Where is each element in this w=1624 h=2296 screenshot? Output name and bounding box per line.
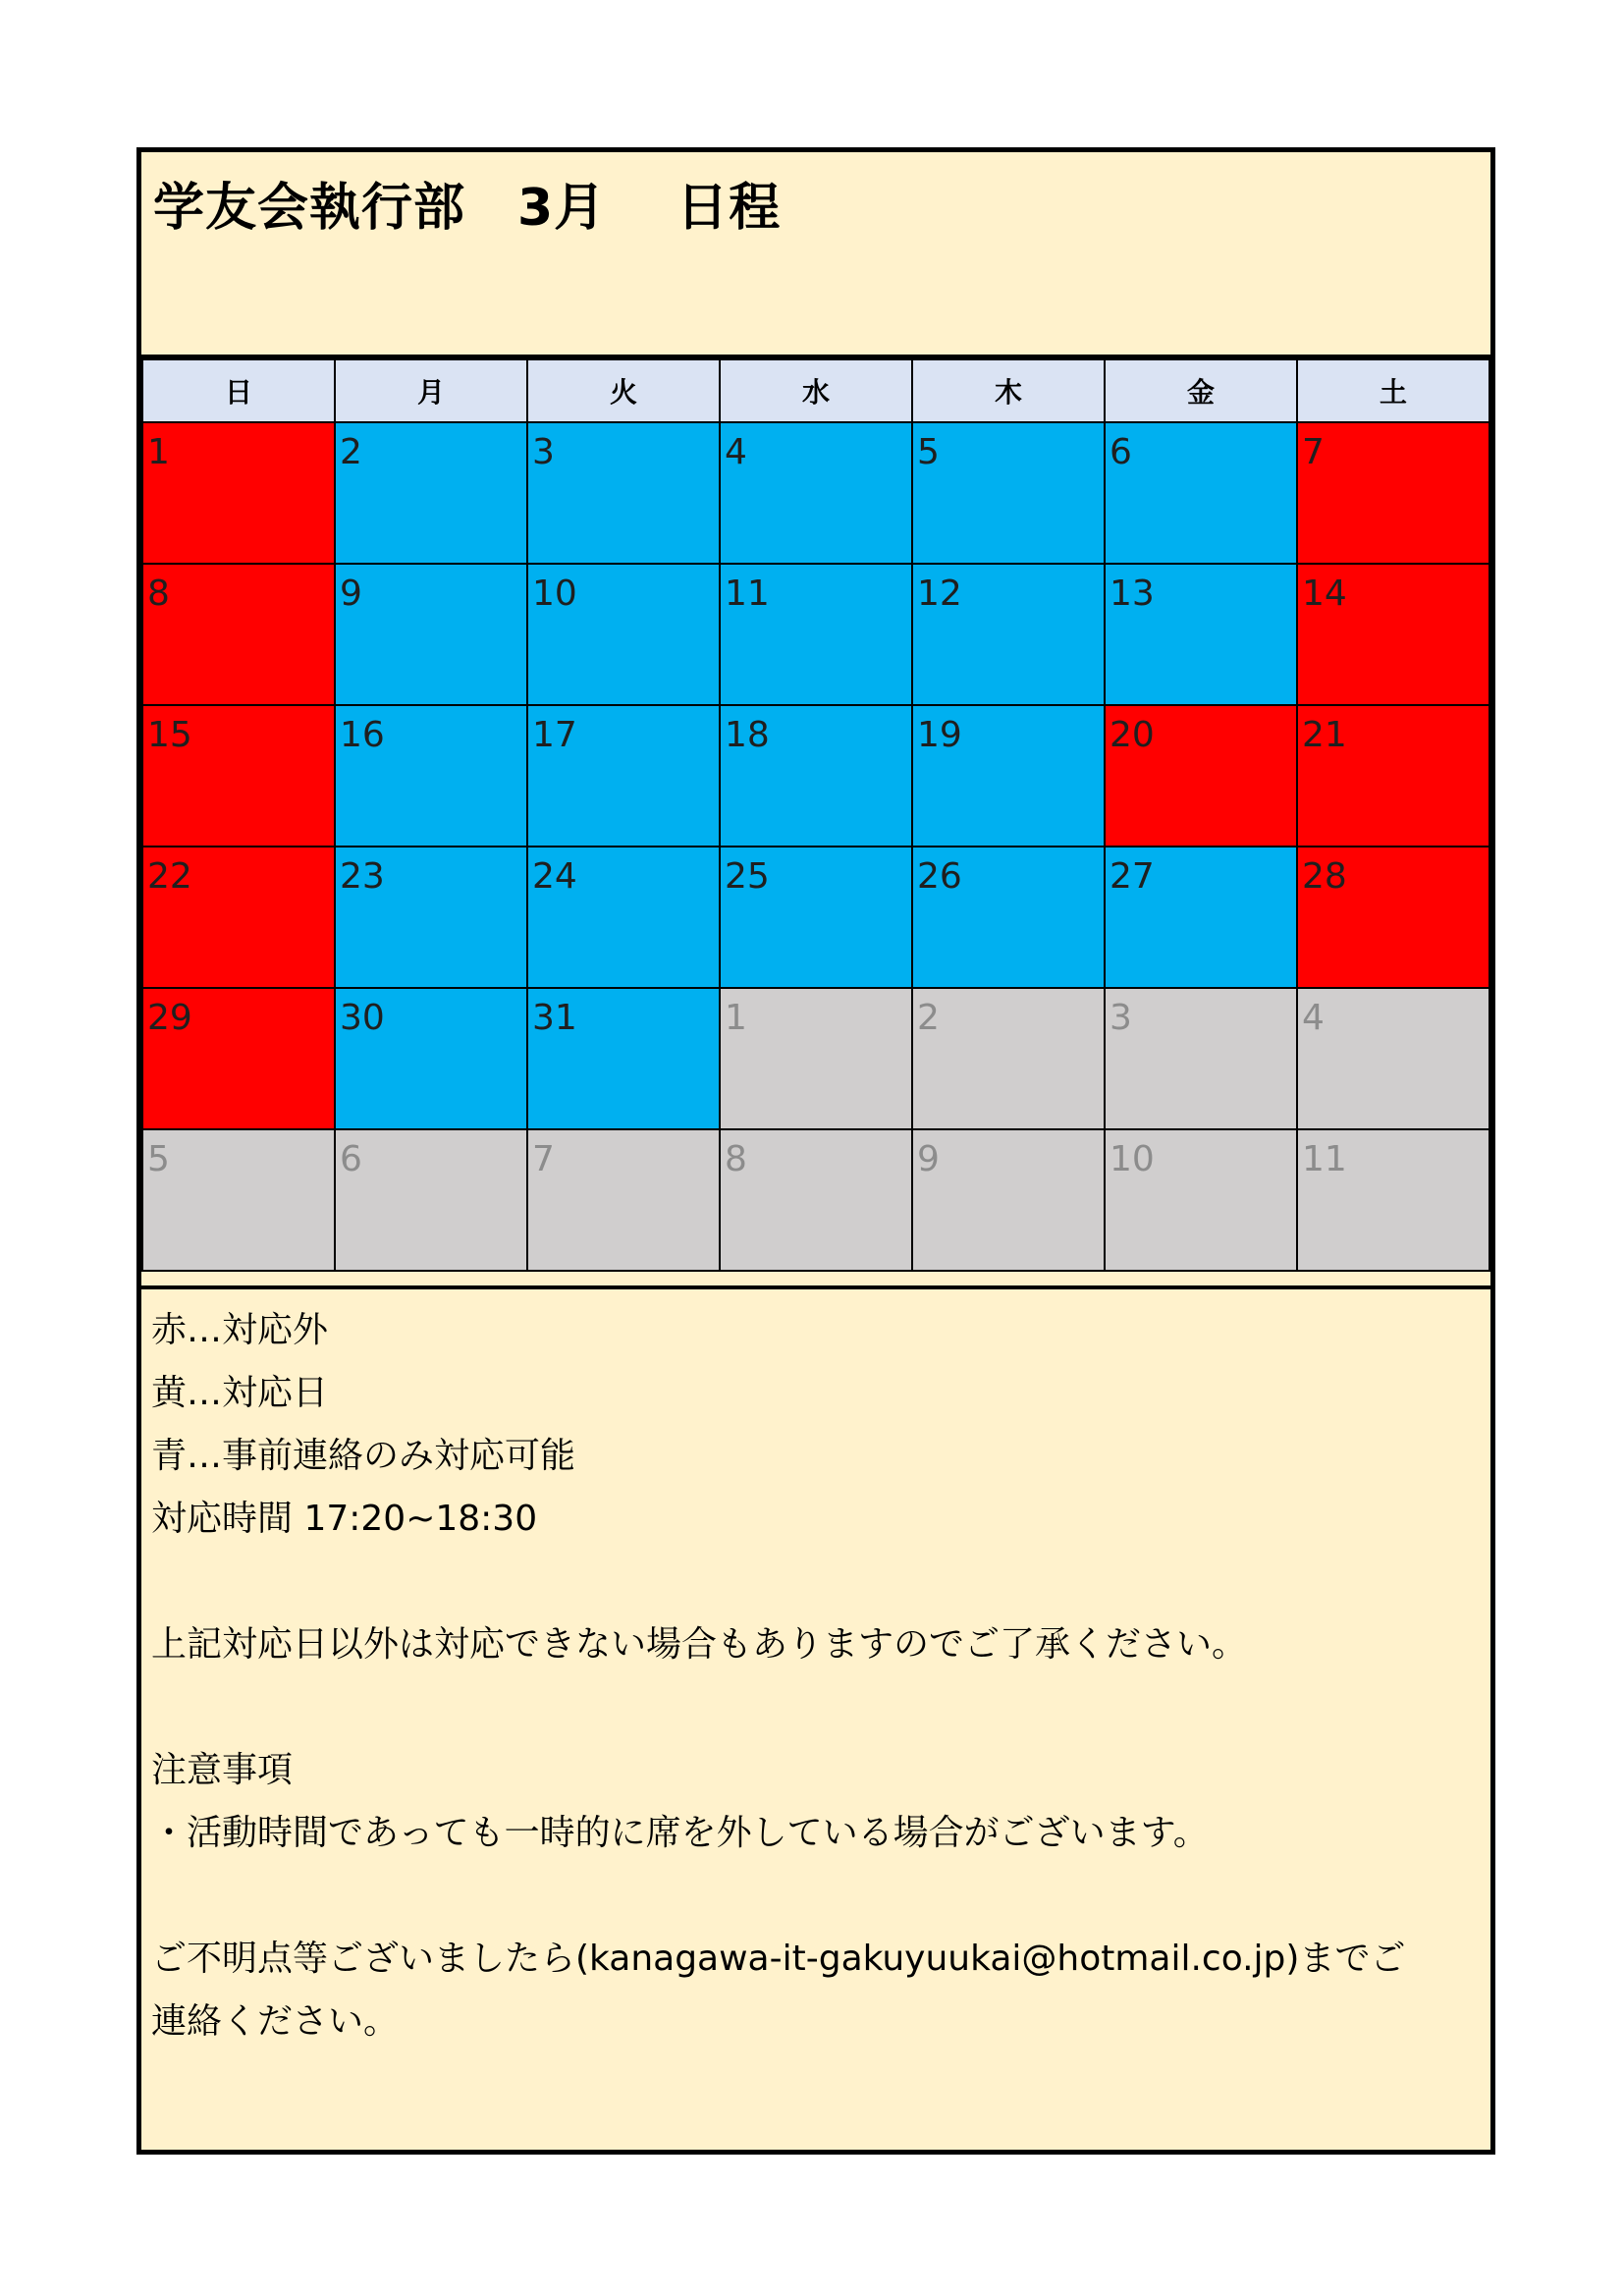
calendar-day-cell (1297, 988, 1489, 1129)
day-number: 3 (532, 432, 555, 472)
day-number: 9 (917, 1139, 940, 1179)
notes-section (141, 1285, 1490, 2150)
calendar-day-cell (1297, 705, 1489, 847)
calendar-week-row (142, 847, 1489, 988)
weekday-header-tue: 火 (527, 359, 720, 422)
day-number: 1 (147, 432, 170, 472)
day-number: 3 (1110, 998, 1132, 1038)
calendar-day-cell (720, 847, 912, 988)
calendar-day-cell (720, 564, 912, 705)
day-number: 18 (725, 715, 770, 755)
day-number: 29 (147, 998, 192, 1038)
day-number: 10 (532, 574, 577, 614)
calendar-table (141, 358, 1490, 1272)
day-number: 1 (725, 998, 747, 1038)
weekday-header-row (142, 359, 1489, 422)
calendar-day-cell (720, 705, 912, 847)
day-number: 25 (725, 856, 770, 897)
calendar-day-cell (1297, 564, 1489, 705)
day-number: 24 (532, 856, 577, 897)
day-number: 10 (1110, 1139, 1155, 1179)
calendar-day-cell (1105, 564, 1297, 705)
calendar-day-cell (142, 564, 335, 705)
calendar-day-cell (527, 988, 720, 1129)
calendar-day-cell (1297, 847, 1489, 988)
calendar-day-cell (912, 422, 1105, 564)
calendar-day-cell (912, 705, 1105, 847)
day-number: 11 (1302, 1139, 1347, 1179)
calendar-day-cell (1105, 1129, 1297, 1271)
day-number: 5 (917, 432, 940, 472)
legend-yellow: 黄…対応日 (151, 1373, 329, 1413)
calendar-day-cell (1105, 988, 1297, 1129)
calendar-day-cell (720, 1129, 912, 1271)
calendar (141, 358, 1490, 1285)
calendar-day-cell (335, 847, 527, 988)
day-number: 20 (1110, 715, 1155, 755)
day-number: 6 (340, 1139, 362, 1179)
day-number: 7 (532, 1139, 555, 1179)
calendar-day-cell (527, 847, 720, 988)
calendar-day-cell (527, 422, 720, 564)
day-number: 21 (1302, 715, 1347, 755)
day-number: 8 (147, 574, 170, 614)
calendar-day-cell (720, 422, 912, 564)
day-number: 13 (1110, 574, 1155, 614)
disclaimer: 上記対応日以外は対応できない場合もありますのでご了承ください。 (151, 1624, 1248, 1665)
calendar-week-row (142, 422, 1489, 564)
calendar-day-cell (1105, 705, 1297, 847)
calendar-day-cell (912, 847, 1105, 988)
calendar-day-cell (1105, 847, 1297, 988)
calendar-day-cell (142, 422, 335, 564)
calendar-day-cell (335, 422, 527, 564)
weekday-header-mon: 月 (335, 359, 527, 422)
calendar-day-cell (1297, 422, 1489, 564)
calendar-week-row (142, 564, 1489, 705)
day-number: 2 (340, 432, 362, 472)
legend-blue: 青…事前連絡のみ対応可能 (151, 1436, 576, 1476)
day-number: 7 (1302, 432, 1325, 472)
weekday-header-sat: 土 (1297, 359, 1489, 422)
calendar-day-cell (335, 564, 527, 705)
weekday-header-thu: 木 (912, 359, 1105, 422)
calendar-day-cell (720, 988, 912, 1129)
calendar-day-cell (335, 988, 527, 1129)
caution-heading: 注意事項 (151, 1750, 294, 1790)
day-number: 16 (340, 715, 385, 755)
spacer (151, 1865, 1490, 1928)
day-number: 19 (917, 715, 962, 755)
calendar-day-cell (335, 705, 527, 847)
day-number: 4 (725, 432, 747, 472)
calendar-day-cell (912, 988, 1105, 1129)
day-number: 27 (1110, 856, 1155, 897)
day-number: 15 (147, 715, 192, 755)
calendar-body (142, 422, 1489, 1271)
day-number: 17 (532, 715, 577, 755)
day-number: 8 (725, 1139, 747, 1179)
weekday-header-fri: 金 (1105, 359, 1297, 422)
calendar-day-cell (912, 564, 1105, 705)
weekday-header-wed: 水 (720, 359, 912, 422)
contact-line-2: 連絡ください。 (151, 2001, 400, 2042)
page-title: 学友会執行部 3月 日程 (153, 179, 782, 238)
schedule-sheet (136, 147, 1495, 2155)
day-number: 26 (917, 856, 962, 897)
calendar-day-cell (142, 847, 335, 988)
caution-item: ・活動時間であっても一時的に席を外している場合がございます。 (151, 1813, 1209, 1853)
calendar-week-row (142, 988, 1489, 1129)
calendar-day-cell (527, 705, 720, 847)
day-number: 28 (1302, 856, 1347, 897)
calendar-day-cell (142, 705, 335, 847)
calendar-day-cell (335, 1129, 527, 1271)
calendar-day-cell (912, 1129, 1105, 1271)
calendar-day-cell (1297, 1129, 1489, 1271)
day-number: 30 (340, 998, 385, 1038)
day-number: 12 (917, 574, 962, 614)
day-number: 23 (340, 856, 385, 897)
day-number: 4 (1302, 998, 1325, 1038)
office-hours: 対応時間 17:20~18:30 (151, 1499, 538, 1539)
contact-line-1: ご不明点等ございましたら(kanagawa-it-gakuyuukai@hotmail.co.jp)までご (151, 1939, 1406, 1979)
legend-red: 赤…対応外 (151, 1310, 329, 1350)
day-number: 2 (917, 998, 940, 1038)
day-number: 5 (147, 1139, 170, 1179)
calendar-day-cell (527, 1129, 720, 1271)
calendar-week-row (142, 1129, 1489, 1271)
calendar-week-row (142, 705, 1489, 847)
title-area (141, 152, 1490, 358)
day-number: 14 (1302, 574, 1347, 614)
spacer (151, 1551, 1490, 1613)
day-number: 31 (532, 998, 577, 1038)
spacer (151, 1676, 1490, 1739)
day-number: 6 (1110, 432, 1132, 472)
calendar-day-cell (1105, 422, 1297, 564)
day-number: 22 (147, 856, 192, 897)
calendar-day-cell (142, 1129, 335, 1271)
calendar-day-cell (527, 564, 720, 705)
calendar-day-cell (142, 988, 335, 1129)
weekday-header-sun: 日 (142, 359, 335, 422)
day-number: 9 (340, 574, 362, 614)
day-number: 11 (725, 574, 770, 614)
